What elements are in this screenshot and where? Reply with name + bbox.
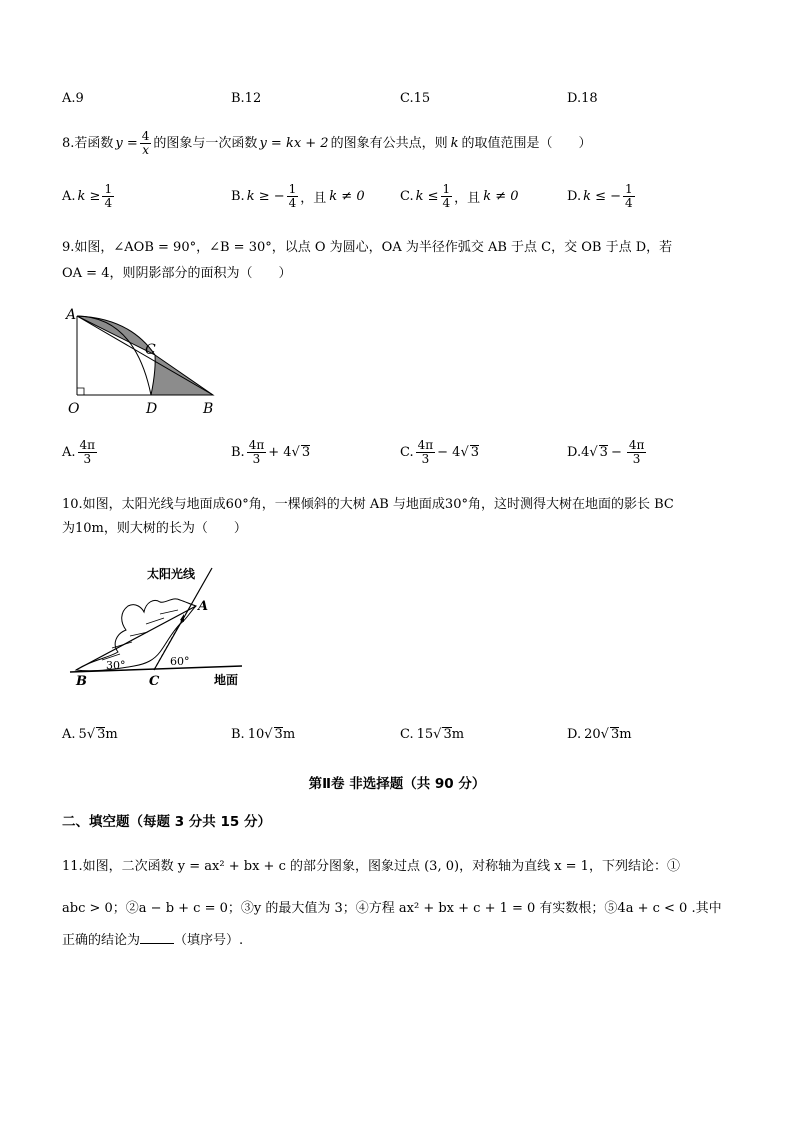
- q10-c-radicand: 3: [443, 727, 452, 742]
- q8-b-tail: ，且: [300, 191, 327, 207]
- q8-option-b: [231, 183, 365, 210]
- q9-b-fraction: [247, 439, 267, 466]
- q9-label-o: O: [68, 401, 80, 417]
- q8-d-den: 4: [625, 196, 633, 211]
- q8-func1-lhs: y =: [115, 135, 138, 151]
- q9-option-c: [400, 439, 479, 466]
- q8-c-fraction: [441, 183, 453, 210]
- q9-a-den: 3: [83, 452, 92, 467]
- q9-d-head: 4: [581, 445, 590, 461]
- q8-c-tail: ，且: [454, 191, 481, 207]
- q10-a-radicand: 3: [97, 727, 106, 742]
- q10-a-label: A.: [62, 727, 76, 743]
- q9-label-a: A: [66, 307, 77, 323]
- q10-option-a: [62, 727, 118, 742]
- q9-d-label: D.: [567, 445, 582, 461]
- q11-answer-blank[interactable]: [140, 931, 174, 944]
- q8-a-expr: k ≥: [77, 189, 101, 205]
- q9-d-radicand: 3: [599, 445, 608, 461]
- q10-label-60: 60°: [170, 655, 190, 668]
- q10-label-ground: 地面: [214, 673, 239, 687]
- q8-b-den: 4: [288, 196, 297, 211]
- q10-line1: 10.如图，太阳光线与地面成60°角，一棵倾斜的大树 AB 与地面成30°角，这时测得大树在地面的影长 BC: [62, 497, 674, 512]
- q10-b-unit: m: [282, 727, 296, 743]
- q10-label-b: B: [76, 674, 87, 689]
- q9-a-label: A.: [62, 445, 76, 461]
- q9-b-tail: + 4: [268, 445, 292, 461]
- q8-b-num: 1: [288, 182, 297, 196]
- q9-d-sqrt-sign: √: [589, 445, 598, 461]
- q11-line2: abc > 0；②a − b + c = 0；③y 的最大值为 3；④方程 ax² + bx + c + 1 = 0 有实数根；⑤4a + c < 0 .其中: [62, 901, 722, 916]
- q9-b-radicand: 3: [301, 445, 311, 461]
- q9-d-minus: −: [610, 445, 622, 461]
- q9-d-fraction: [627, 439, 647, 466]
- q7-option-a: A.9: [62, 91, 84, 106]
- q10-a-sqrt-sign: √: [86, 727, 96, 743]
- q8-func1-fraction: [140, 130, 152, 157]
- q10-c-head: 15: [416, 727, 434, 743]
- q8-d-expr: k ≤ −: [583, 189, 622, 205]
- q10-figure: [62, 560, 247, 690]
- q7-option-c: C.15: [400, 91, 431, 106]
- q9-c-den: 3: [421, 452, 430, 467]
- q9-c-sqrt-sign: √: [460, 445, 469, 461]
- q8-k: k: [450, 135, 459, 151]
- q10-option-c: [400, 727, 464, 742]
- q10-b-head: 10: [247, 727, 265, 743]
- q10-c-unit: m: [451, 727, 465, 743]
- q10-d-sqrt-sign: √: [600, 727, 609, 743]
- q11-line3-b: （填序号）.: [174, 933, 244, 948]
- q8-func1-den: x: [142, 143, 149, 158]
- q10-b-label: B.: [231, 727, 245, 743]
- q9-option-d: [567, 439, 648, 466]
- q10-arrow-head: [180, 614, 184, 622]
- q9-option-a: [62, 439, 99, 466]
- q10-d-radicand: 3: [610, 727, 620, 742]
- q9-right-angle-mark: [77, 388, 84, 395]
- q10-a-head: 5: [78, 727, 87, 743]
- q8-suffix: 的图象有公共点，则: [330, 135, 448, 151]
- q9-shaded-region-bottom: [151, 355, 213, 395]
- q8-c-cond: k ≠ 0: [483, 189, 519, 205]
- q8-a-den: 4: [104, 196, 113, 211]
- q8-a-num: 1: [104, 182, 113, 196]
- q8-option-d: [567, 183, 637, 210]
- q8-mid: 的图象与一次函数: [153, 135, 258, 151]
- q8-c-expr: k ≤: [415, 189, 439, 205]
- section2-heading: 二、填空题（每题 3 分共 15 分）: [62, 814, 271, 830]
- q9-figure: [60, 305, 225, 420]
- q11-line3: [62, 930, 243, 952]
- q8-func2: y = kx + 2: [259, 135, 329, 151]
- q9-label-c: C: [145, 342, 156, 358]
- q11-line1: 11.如图，二次函数 y = ax² + bx + c 的部分图象，图象过点 (3, 0)，对称轴为直线 x = 1，下列结论：①: [62, 859, 680, 874]
- q8-c-num: 1: [442, 182, 451, 196]
- q10-d-head: 20: [584, 727, 601, 743]
- q8-b-cond: k ≠ 0: [329, 189, 365, 205]
- q10-d-unit: m: [619, 727, 632, 743]
- q10-line2: 为10m，则大树的长为（ ）: [62, 521, 247, 536]
- q9-option-b: [231, 439, 310, 466]
- q10-c-sqrt-sign: √: [433, 727, 442, 743]
- q9-label-b: B: [203, 401, 214, 417]
- q7-option-d: D.18: [567, 91, 598, 106]
- q9-c-num: 4π: [417, 438, 434, 452]
- q7-option-b: B.12: [231, 91, 262, 106]
- q8-func1-num: 4: [141, 129, 150, 143]
- q9-d-den: 3: [632, 452, 641, 467]
- q8-d-num: 1: [625, 182, 633, 196]
- q8-d-fraction: [623, 183, 635, 210]
- q8-a-label: A.: [62, 189, 76, 205]
- q9-a-num: 4π: [79, 438, 96, 452]
- q11-line3-a: 正确的结论为: [62, 933, 141, 948]
- q10-d-label: D.: [567, 727, 582, 743]
- q9-c-fraction: [416, 439, 436, 466]
- q8-a-fraction: [102, 183, 114, 210]
- q9-line1: 9.如图，∠AOB = 90°，∠B = 30°，以点 O 为圆心，OA 为半径作弧交 AB 于点 C，交 OB 于点 D，若: [62, 240, 673, 255]
- q10-b-radicand: 3: [274, 727, 283, 742]
- q8-b-expr: k ≥ −: [246, 189, 285, 205]
- q9-b-den: 3: [252, 452, 261, 467]
- q9-shaded-region-top: [77, 316, 155, 355]
- q8-b-fraction: [287, 183, 299, 210]
- q8-option-c: [400, 183, 519, 210]
- q8-prefix: 8.若函数: [62, 135, 114, 151]
- q8-stem: [62, 130, 592, 157]
- q10-b-sqrt-sign: √: [264, 727, 273, 743]
- q9-d-num: 4π: [628, 438, 645, 452]
- q9-c-tail: − 4: [437, 445, 461, 461]
- q9-line2: OA = 4，则阴影部分的面积为（ ）: [62, 266, 292, 281]
- q9-b-num: 4π: [248, 438, 265, 452]
- q10-a-unit: m: [105, 727, 118, 743]
- q10-c-label: C.: [400, 727, 414, 743]
- q9-a-fraction: [78, 439, 98, 466]
- q10-option-d: [567, 727, 632, 742]
- q8-c-label: C.: [400, 189, 414, 205]
- q8-option-a: [62, 183, 116, 210]
- q10-label-c: C: [149, 674, 160, 689]
- q9-b-label: B.: [231, 445, 245, 461]
- q10-tree-branches: [102, 610, 178, 660]
- q8-d-label: D.: [567, 189, 582, 205]
- q9-b-sqrt-sign: √: [291, 445, 300, 461]
- q10-option-b: [231, 727, 295, 742]
- q8-end: 的取值范围是（ ）: [461, 135, 592, 151]
- q10-label-30: 30°: [106, 659, 126, 672]
- q9-c-radicand: 3: [470, 445, 480, 461]
- q9-label-d: D: [146, 401, 158, 417]
- section2-title: 第Ⅱ卷 非选择题（共 90 分）: [308, 776, 486, 792]
- q9-c-label: C.: [400, 445, 414, 461]
- q10-label-sun: 太阳光线: [147, 567, 196, 581]
- q10-label-a: A: [198, 599, 209, 614]
- q8-b-label: B.: [231, 189, 245, 205]
- q8-c-den: 4: [442, 196, 451, 211]
